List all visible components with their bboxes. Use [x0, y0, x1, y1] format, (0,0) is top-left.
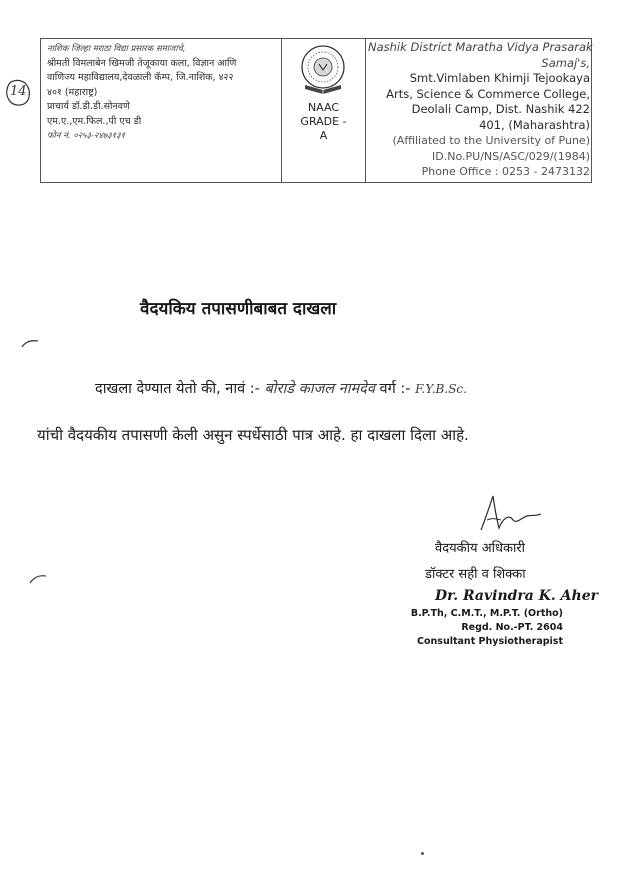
page-number-mark — [2, 76, 34, 108]
letterhead-english — [368, 40, 593, 180]
class-value: F.Y.B.Sc. — [415, 382, 467, 396]
class-label: वर्ग :- — [379, 381, 411, 397]
naac-grade-line: GRADE - — [300, 115, 347, 128]
letterhead-line: प्राचार्य डॉ.डी.डी.सोनवणे — [47, 101, 130, 112]
letterhead — [40, 38, 592, 183]
doctor-designation: Consultant Physiotherapist — [417, 636, 563, 647]
doctor-qualifications: B.P.Th, C.M.T., M.P.T. (Ortho) — [410, 608, 563, 619]
letterhead-divider — [365, 39, 366, 182]
letterhead-line: (Affiliated to the University of Pune) — [392, 134, 590, 147]
letterhead-line: 401, (Maharashtra) — [479, 117, 590, 132]
student-name: बोराडे काजल नामदेव — [264, 381, 375, 397]
scan-mark-icon — [20, 338, 40, 350]
doctor-name: Dr. Ravindra K. Aher — [435, 588, 598, 604]
letterhead-line: Nashik District Maratha Vidya Prasarak — [368, 40, 593, 54]
letterhead-line: Deolali Camp, Dist. Nashik 422 — [411, 102, 590, 116]
letterhead-line: ID.No.PU/NS/ASC/029/(1984) — [432, 149, 590, 163]
letterhead-line: Samaj's, — [541, 55, 590, 70]
officer-title: वैदयकीय अधिकारी — [435, 541, 526, 556]
signature-icon — [475, 490, 545, 535]
certificate-title: वैदयकिय तपासणीबाबत दाखला — [140, 299, 337, 319]
doctor-registration: Regd. No.-PT. 2604 — [461, 622, 563, 633]
letterhead-line: एम.ए.,एम.फिल.,पी एच डी — [47, 115, 142, 127]
certificate-line-2: यांची वैदयकीय तपासणी केली असुन स्पर्धेसाठी पात्र आहे. हा दाखला दिला आहे. — [37, 426, 469, 444]
college-emblem-icon — [293, 43, 353, 99]
naac-grade-line: A — [319, 129, 328, 142]
certificate-line-1 — [95, 378, 467, 398]
letterhead-line: Phone Office : 0253 - 2473132 — [421, 165, 590, 178]
line1-prefix: दाखला देण्यात येतो की, नावं :- — [95, 381, 260, 397]
letterhead-line: श्रीमती विमलाबेन खिमजी तेजूकाया कला, विज्ञान आणि — [47, 57, 237, 69]
letterhead-line: नाशिक जिल्हा मराठा विद्या प्रसारक समाजाचे, — [47, 44, 186, 54]
letterhead-line: Arts, Science & Commerce College, — [386, 86, 590, 101]
letterhead-marathi — [47, 42, 279, 144]
college-emblem-area — [282, 39, 365, 182]
scan-speck — [421, 852, 424, 855]
page-number-text: 14 — [10, 84, 27, 99]
letterhead-line: Smt.Vimlaben Khimji Tejookaya — [409, 71, 590, 85]
letterhead-line: ४०१ (महाराष्ट्र) — [47, 86, 98, 98]
letterhead-line: फोन नं. ०२५३-२४७३१३१ — [47, 131, 125, 141]
scan-mark-icon — [28, 573, 48, 585]
naac-grade-line: NAAC — [307, 101, 340, 114]
letterhead-line: वाणिज्य महाविद्यालय,देवळाली कॅम्प, जि.नाशिक, ४२२ — [47, 72, 234, 83]
sign-stamp-label: डॉक्टर सही व शिक्का — [425, 567, 526, 582]
naac-grade — [282, 101, 365, 143]
